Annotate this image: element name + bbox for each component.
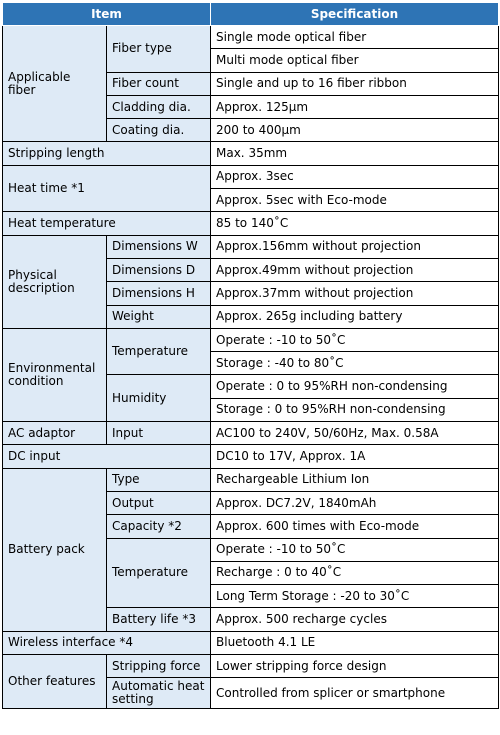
battery-type-value: Rechargeable Lithium Ion [211, 468, 499, 491]
weight-value: Approx. 265g including battery [211, 305, 499, 328]
battery-life-label: Battery life *3 [107, 608, 211, 631]
env-temperature-label: Temperature [107, 328, 211, 375]
wireless-interface-value: Bluetooth 4.1 LE [211, 631, 499, 654]
table-row [3, 631, 499, 654]
fiber-type-value-1: Single mode optical fiber [211, 26, 499, 49]
weight-label: Weight [107, 305, 211, 328]
stripping-length-value: Max. 35mm [211, 142, 499, 165]
dc-input-value: DC10 to 17V, Approx. 1A [211, 445, 499, 468]
wireless-interface-label: Wireless interface *4 [3, 631, 211, 654]
table-row [3, 468, 499, 491]
battery-type-label: Type [107, 468, 211, 491]
ac-input-label: Input [107, 422, 211, 445]
header-specification: Specification [211, 3, 499, 26]
humidity-label: Humidity [107, 375, 211, 422]
stripping-force-label: Stripping force [107, 655, 211, 678]
battery-capacity-label: Capacity *2 [107, 515, 211, 538]
heat-time-value-1: Approx. 3sec [211, 165, 499, 188]
dimensions-h-label: Dimensions H [107, 282, 211, 305]
fiber-count-label: Fiber count [107, 72, 211, 95]
ac-adaptor-label: AC adaptor [3, 422, 107, 445]
coating-dia-label: Coating dia. [107, 119, 211, 142]
dimensions-h-value: Approx.37mm without projection [211, 282, 499, 305]
table-row [3, 422, 499, 445]
table-row [3, 212, 499, 235]
battery-output-label: Output [107, 491, 211, 514]
applicable-fiber-label: Applicable fiber [3, 26, 107, 142]
battery-temperature-value-2: Recharge : 0 to 40˚C [211, 561, 499, 584]
env-temperature-value-2: Storage : -40 to 80˚C [211, 352, 499, 375]
ac-input-value: AC100 to 240V, 50/60Hz, Max. 0.58A [211, 422, 499, 445]
fiber-count-value: Single and up to 16 fiber ribbon [211, 72, 499, 95]
header-row [3, 3, 499, 26]
heat-temperature-label: Heat temperature [3, 212, 211, 235]
battery-capacity-value: Approx. 600 times with Eco-mode [211, 515, 499, 538]
stripping-length-label: Stripping length [3, 142, 211, 165]
specification-table [2, 2, 499, 709]
table-row [3, 165, 499, 188]
header-item: Item [3, 3, 211, 26]
dimensions-w-value: Approx.156mm without projection [211, 235, 499, 258]
battery-temperature-value-1: Operate : -10 to 50˚C [211, 538, 499, 561]
dimensions-d-value: Approx.49mm without projection [211, 258, 499, 281]
other-features-label: Other features [3, 655, 107, 709]
automatic-heat-label: Automatic heat setting [107, 678, 211, 709]
battery-temperature-label: Temperature [107, 538, 211, 608]
humidity-value-2: Storage : 0 to 95%RH non-condensing [211, 398, 499, 421]
table-row [3, 655, 499, 678]
table-row [3, 445, 499, 468]
table-row [3, 328, 499, 351]
dimensions-w-label: Dimensions W [107, 235, 211, 258]
heat-temperature-value: 85 to 140˚C [211, 212, 499, 235]
battery-output-value: Approx. DC7.2V, 1840mAh [211, 491, 499, 514]
physical-description-label: Physical description [3, 235, 107, 328]
environmental-condition-label: Environmental condition [3, 328, 107, 421]
humidity-value-1: Operate : 0 to 95%RH non-condensing [211, 375, 499, 398]
fiber-type-label: Fiber type [107, 26, 211, 73]
table-row [3, 142, 499, 165]
table-row [3, 235, 499, 258]
battery-life-value: Approx. 500 recharge cycles [211, 608, 499, 631]
env-temperature-value-1: Operate : -10 to 50˚C [211, 328, 499, 351]
cladding-dia-value: Approx. 125µm [211, 95, 499, 118]
coating-dia-value: 200 to 400µm [211, 119, 499, 142]
dc-input-label: DC input [3, 445, 211, 468]
heat-time-value-2: Approx. 5sec with Eco-mode [211, 189, 499, 212]
stripping-force-value: Lower stripping force design [211, 655, 499, 678]
battery-temperature-value-3: Long Term Storage : -20 to 30˚C [211, 585, 499, 608]
heat-time-label: Heat time *1 [3, 165, 211, 212]
cladding-dia-label: Cladding dia. [107, 95, 211, 118]
dimensions-d-label: Dimensions D [107, 258, 211, 281]
automatic-heat-value: Controlled from splicer or smartphone [211, 678, 499, 709]
fiber-type-value-2: Multi mode optical fiber [211, 49, 499, 72]
battery-pack-label: Battery pack [3, 468, 107, 631]
table-row [3, 26, 499, 49]
